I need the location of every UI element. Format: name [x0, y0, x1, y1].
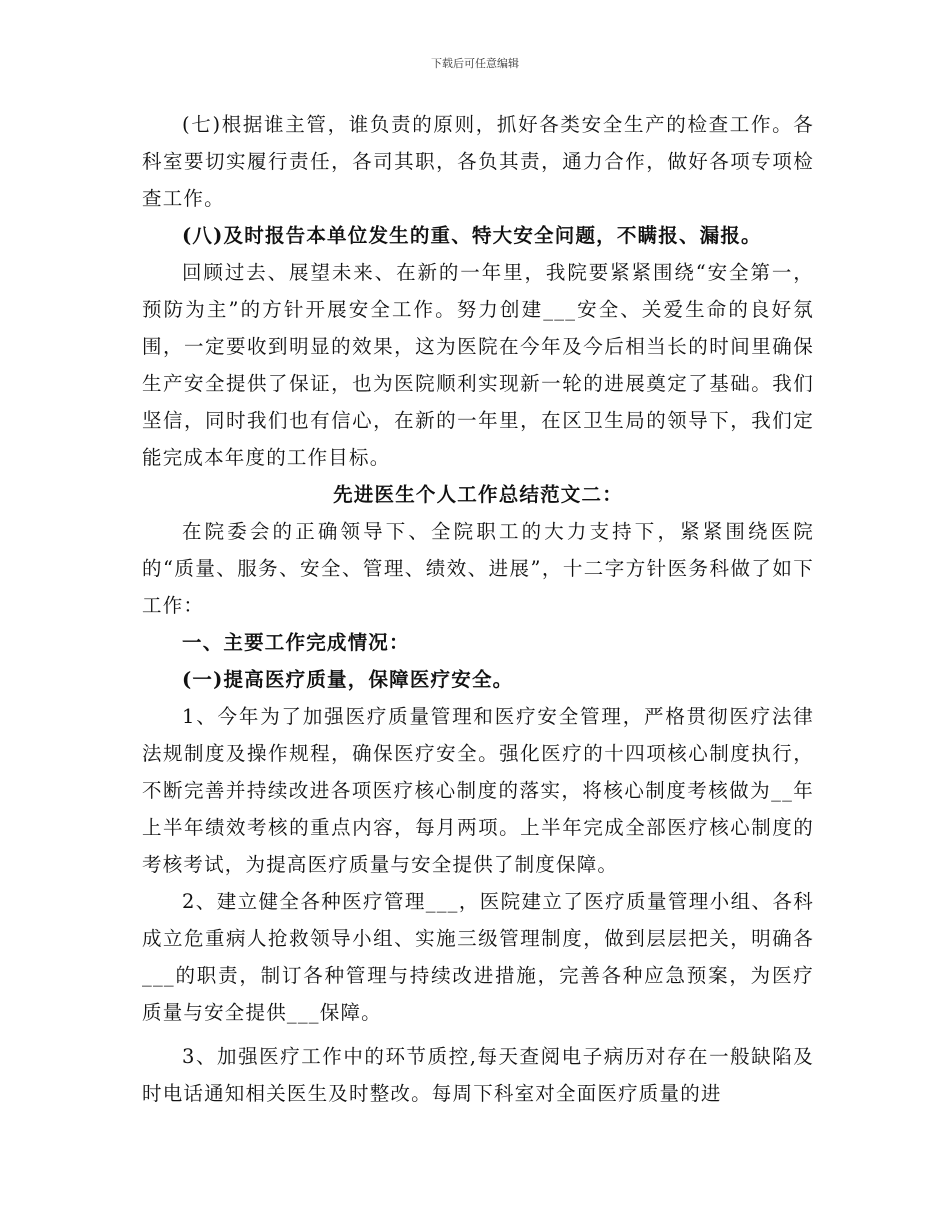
paragraph-review: 回顾过去、展望未来、在新的一年里，我院要紧紧围绕“安全第一，预防为主”的方针开展安全工作。努力创建___安全、关爱生命的良好氛围，一定要收到明显的效果，这为医院在今年及今后相当长的时间里确保生产安全提供了保证，也为医院顺利实现新一轮的进展奠定了基础。我们坚信，同时我们也有信心，在新的一年里，在区卫生局的领导下，我们定能完成本年度的工作目标。	[142, 261, 814, 469]
paragraph-item-3: 3、加强医疗工作中的环节质控,每天查阅电子病历对存在一般缺陷及时电话通知相关医生及时整改。每周下科室对全面医疗质量的进	[142, 1045, 814, 1105]
paragraph-item-1: 1、今年为了加强医疗质量管理和医疗安全管理，严格贯彻医疗法律法规制度及操作规程，确保医疗安全。强化医疗的十四项核心制度执行，不断完善并持续改进各项医疗核心制度的落实，将核心制度考核做为__年上半年绩效考核的重点内容，每月两项。上半年完成全部医疗核心制度的考核考试，为提高医疗质量与安全提供了制度保障。	[142, 705, 814, 876]
paragraph-8: (八)及时报告本单位发生的重、特大安全问题，不瞒报、漏报。	[182, 224, 762, 247]
paragraph-intro: 在院委会的正确领导下、全院职工的大力支持下，紧紧围绕医院的“质量、服务、安全、管理、绩效、进展”，十二字方针医务科做了如下工作：	[142, 520, 814, 617]
paragraph-item-2: 2、建立健全各种医疗管理___，医院建立了医疗质量管理小组、各科成立危重病人抢救领导小组、实施三级管理制度，做到层层把关，明确各___的职责，制订各种管理与持续改进措施，完善各种应急预案，为医疗质量与安全提供___保障。	[142, 890, 814, 1024]
document-body	[142, 106, 814, 1112]
paragraph-7: (七)根据谁主管，谁负责的原则，抓好各类安全生产的检查工作。各科室要切实履行责任，各司其职，各负其责，通力合作，做好各项专项检查工作。	[142, 113, 814, 210]
heading-quality: (一)提高医疗质量，保障医疗安全。	[182, 668, 514, 691]
section-title: 先进医生个人工作总结范文二：	[333, 483, 623, 506]
heading-main-work: 一、主要工作完成情况：	[182, 631, 410, 654]
page-header: 下载后可任意编辑	[431, 57, 519, 70]
